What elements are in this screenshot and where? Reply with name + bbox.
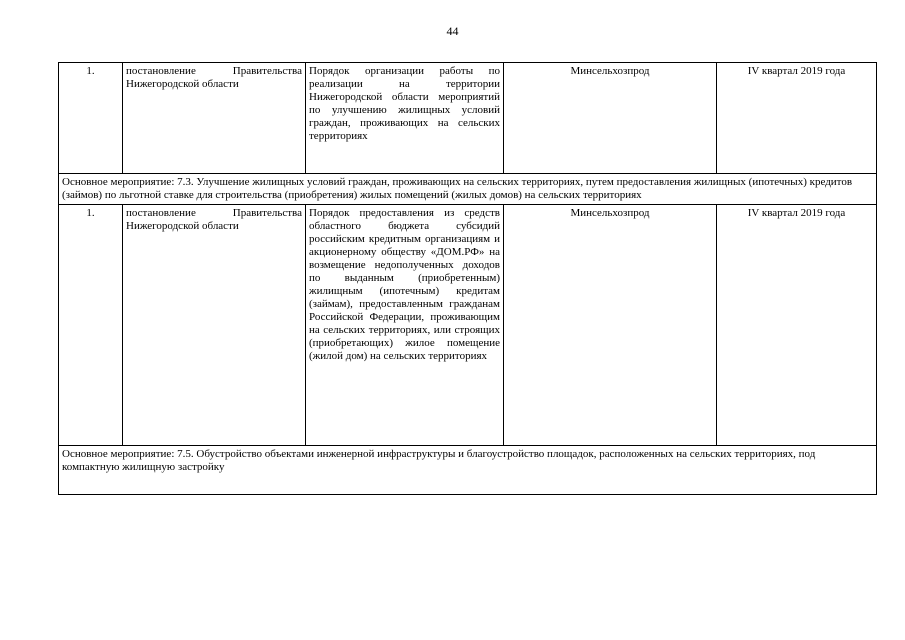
main-event-text: Основное мероприятие: 7.5. Обустройство объектами инженерной инфраструктуры и благоустройство площадок, расположенных на сельских территориях, под компактную жилищную застройку [59,446,877,495]
responsible-cell: Минсельхозпрод [504,63,717,174]
table-row [59,205,877,446]
deadline-cell: IV квартал 2019 года [717,63,877,174]
deadline-cell: IV квартал 2019 года [717,205,877,446]
page-number: 44 [446,24,459,38]
main-event-row [59,446,877,495]
responsible-cell: Минсельхозпрод [504,205,717,446]
document-title-cell: Порядок организации работы по реализации на территории Нижегородской области мероприятий по улучшению жилищных условий граждан, проживающих на сельских территориях [306,63,504,174]
table-row [59,63,877,174]
document-type-cell: постановление Правительства Нижегородской области [123,63,306,174]
document-type-cell: постановление Правительства Нижегородской области [123,205,306,446]
row-number: 1. [59,63,123,174]
row-number: 1. [59,205,123,446]
main-event-text: Основное мероприятие: 7.3. Улучшение жилищных условий граждан, проживающих на сельских территориях, путем предоставления жилищных (ипотечных) кредитов (займов) по льготной ставке для строительства (приобретения) жилых помещений (жилых домов) на сельских территориях [59,174,877,205]
main-event-row [59,174,877,205]
measures-table [58,62,877,495]
document-title-cell: Порядок предоставления из средств областного бюджета субсидий российским кредитным организациям и акционерному обществу «ДОМ.РФ» на возмещение недополученных доходов по выданным (приобретенным) жилищным (ипотечным) кредитам (займам), предоставленным гражданам Российской Федерации, проживающим на сельских территориях, или строящих (приобретающих) жилое помещение (жилой дом) на сельских территориях [306,205,504,446]
